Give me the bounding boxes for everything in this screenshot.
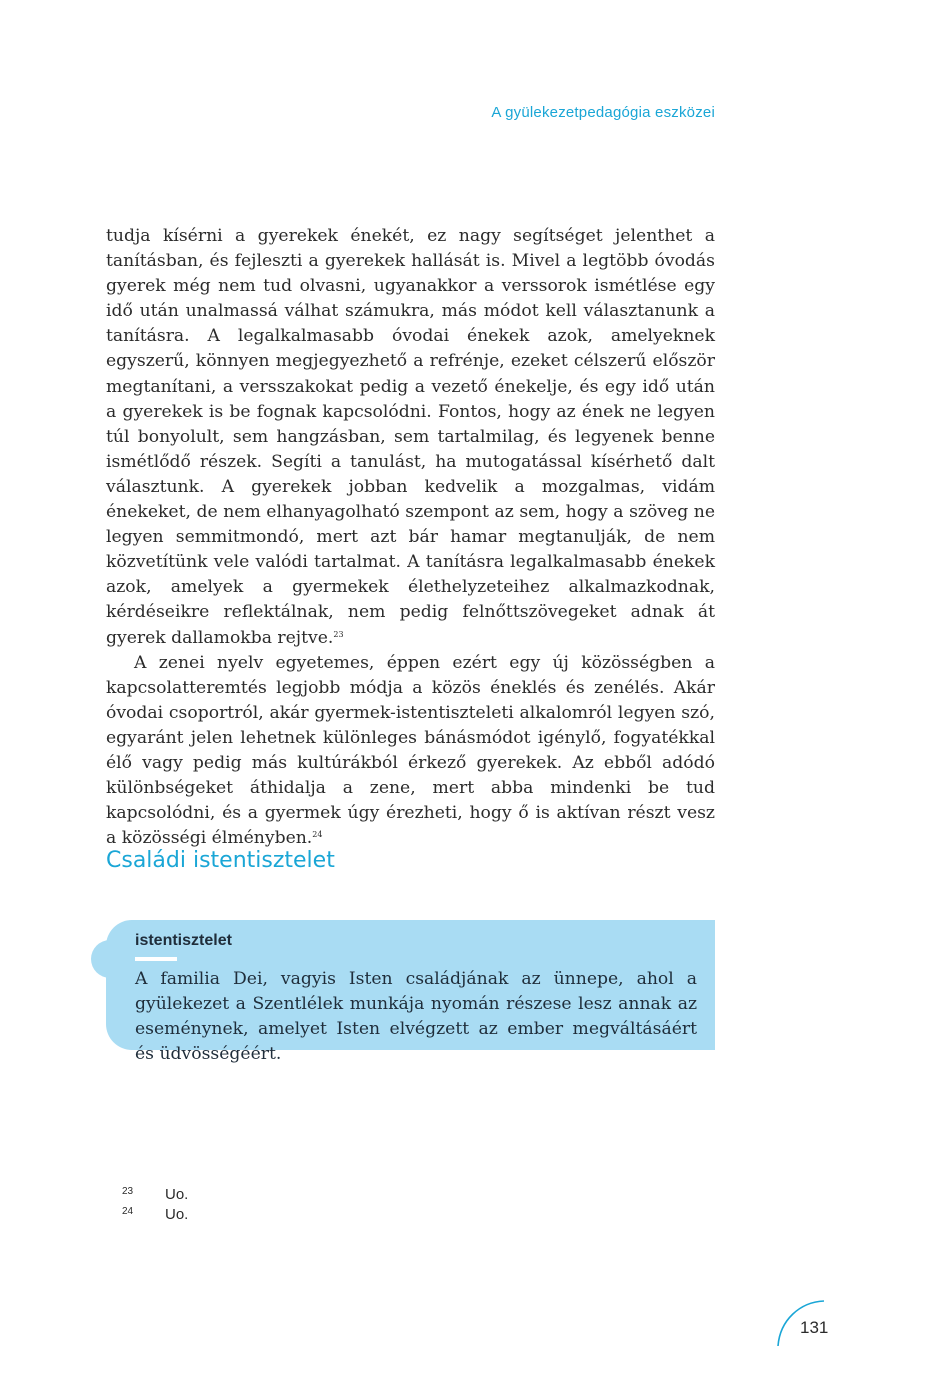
footnote-ref-23[interactable]: 23 bbox=[333, 629, 344, 639]
footnote-item bbox=[122, 1186, 188, 1206]
paragraph-2-text: A zenei nyelv egyetemes, éppen ezért egy új közösségben a kapcsolatteremtés legjobb módja a közös éneklés és zenélés. Akár óvodai csoportról, akár gyermek-istentiszteleti alkalomról legyen szó, egyaránt jelen lehetnek különleges bánásmódot igénylő, fogyatékkal élő vagy pedig más kultúrákból érkező gyerekek. Az ebből adódó különbségeket áthidalja a zene, mert abba mindenki be tud kapcsolódni, és a gyermek úgy érezheti, hogy ő is aktívan részt vesz a közösségi élményben. bbox=[106, 652, 715, 849]
definition-term: istentisztelet bbox=[135, 932, 232, 949]
footnote-text: Uo. bbox=[165, 1206, 189, 1223]
body-text bbox=[106, 224, 715, 851]
paragraph-1-text: tudja kísérni a gyerekek énekét, ez nagy segítséget jelenthet a tanításban, és fejleszti a gyerekek hallását is. Mivel a legtöbb óvodás gyerek még nem tud olvasni, ugyanakkor a verssorok ismétlése egy idő után unalmassá válhat számukra, más módot kell választanunk a tanításra. A legalkalmasabb óvodai énekek azok, amelyeknek egyszerű, könnyen megjegyezhető a refrénje, ezeket célszerű először megtanítani, a versszakokat pedig a vezető énekelje, és egy idő után a gyerekek is be fognak kapcsolódni. Fontos, hogy az ének ne legyen túl bonyolult, sem hangzásban, sem tartalmilag, és legyenek benne ismétlődő részek. Segíti a tanulást, ha mutogatással kísérhető dalt választunk. A gyerekek jobban kedvelik a mozgalmas, vidám énekeket, de nem elhanyagolható szempont az sem, hogy a szöveg ne legyen semmitmondó, mert azt bár hamar megtanulják, de nem közvetítünk vele valódi tartalmat. A tanításra legalkalmasabb énekek azok, amelyek a gyermekek élethelyzeteihez alkalmazkodnak, kérdéseikre reflektálnak, nem pedig felnőttszövegeket adnak át gyerek dallamokba rejtve. bbox=[106, 226, 715, 648]
paragraph-2 bbox=[106, 651, 715, 852]
footnote-item bbox=[122, 1206, 188, 1226]
page-number: 131 bbox=[800, 1318, 829, 1337]
definition-text: A familia Dei, vagyis Isten családjának az ünnepe, ahol a gyülekezet a Szentlélek munkája nyomán részese lesz annak az eseménynek, amelyet Isten elvégzett az ember megváltásáért és üdvösségéért. bbox=[135, 969, 697, 1065]
footnote-ref-24[interactable]: 24 bbox=[312, 830, 323, 840]
footnote-text: Uo. bbox=[165, 1186, 189, 1203]
definition-divider bbox=[135, 957, 177, 961]
paragraph-1 bbox=[106, 224, 715, 651]
section-title: Családi istentisztelet bbox=[106, 848, 335, 873]
footnote-number: 24 bbox=[122, 1206, 134, 1217]
footnotes bbox=[122, 1186, 188, 1226]
running-header: A gyülekezetpedagógia eszközei bbox=[491, 104, 715, 121]
footnote-number: 23 bbox=[122, 1186, 134, 1197]
